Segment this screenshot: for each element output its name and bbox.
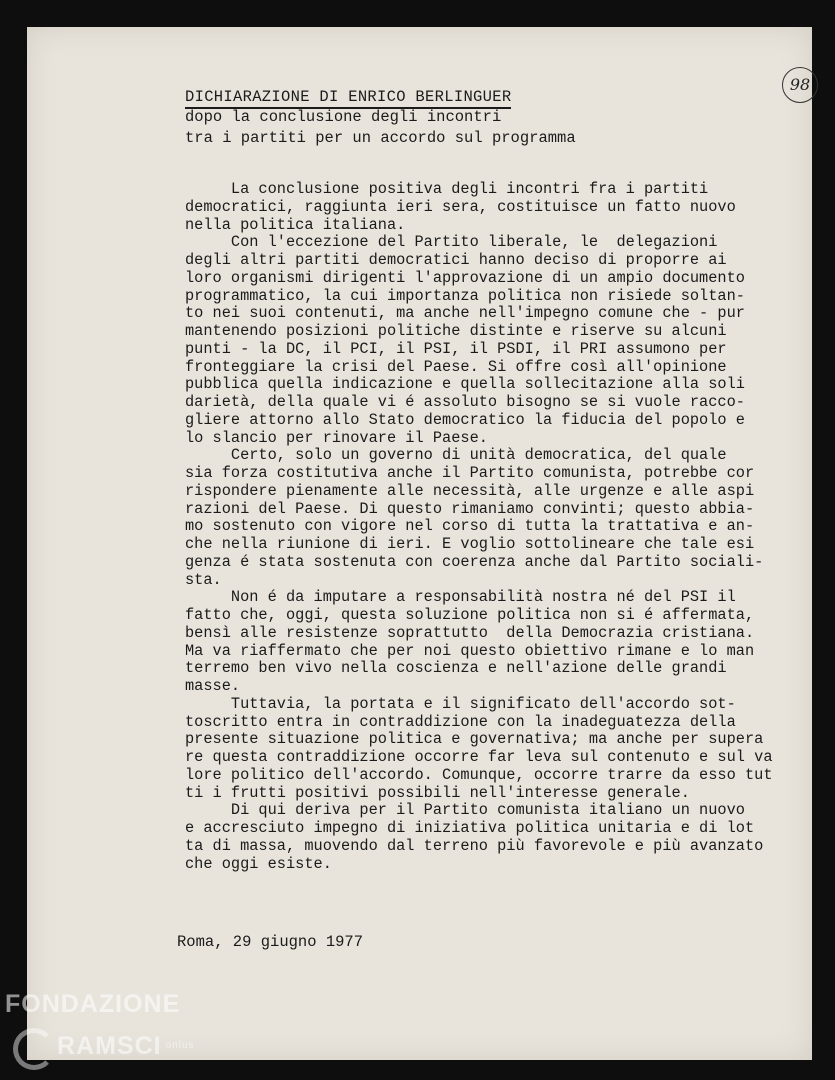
body-line: Con l'eccezione del Partito liberale, le delegazioni [185, 233, 718, 252]
signature-date: Roma, 29 giugno 1977 [177, 933, 364, 951]
body-line: lo slancio per rinovare il Paese. [185, 428, 488, 447]
document-body [185, 181, 773, 873]
body-line: presente situazione politica e governativa; ma anche per supera [185, 730, 764, 749]
body-line: ta di massa, muovendo dal terreno più favorevole e più avanzato [185, 836, 764, 855]
fondazione-gramsci-watermark [5, 990, 195, 1060]
body-line: gliere attorno allo Stato democratico la fiducia del popolo e [185, 410, 745, 429]
body-line: Di qui deriva per il Partito comunista italiano un nuovo [185, 801, 745, 820]
body-line: programmatico, la cui importanza politica non risiede soltan- [185, 286, 745, 305]
body-line: loro organismi dirigenti l'approvazione di un ampio documento [185, 268, 745, 287]
body-line: Certo, solo un governo di unità democratica, del quale [185, 446, 727, 465]
body-line: pubblica quella indicazione e quella sollecitazione alla soli [185, 375, 745, 394]
body-line: re questa contraddizione occorre far leva sul contenuto e sul va [185, 748, 773, 766]
watermark-line1: FONDAZIONE [5, 990, 181, 1018]
document-subtitle [185, 107, 576, 149]
watermark-line2: RAMSCI [57, 1032, 162, 1060]
subtitle-line: dopo la conclusione degli incontri [185, 108, 502, 126]
body-line: mantenendo posizioni politiche distinte e riserve su alcuni [185, 322, 727, 340]
body-line: che nella riunione di ieri. E voglio sottolineare che tale esi [185, 535, 755, 553]
body-line: che oggi esiste. [185, 854, 332, 873]
body-line: punti - la DC, il PCI, il PSI, il PSDI, il PRI assumono per [185, 339, 727, 358]
body-line: bensì alle resistenze soprattutto della Democrazia cristiana. [185, 623, 755, 642]
body-line: nella politica italiana. [185, 215, 406, 234]
body-line: Non é da imputare a responsabilità nostra né del PSI il [185, 588, 736, 607]
body-line: democratici, raggiunta ieri sera, costituisce un fatto nuovo [185, 197, 736, 216]
body-line: lore politico dell'accordo. Comunque, occorre trarre da esso tut [185, 765, 773, 784]
body-line: e accresciuto impegno di iniziativa politica unitaria e di lot [185, 819, 755, 837]
body-line: fatto che, oggi, questa soluzione politica non si é affermata, [185, 606, 755, 624]
body-line: degli altri partiti democratici hanno deciso di proporre ai [185, 251, 727, 269]
body-line: darietà, della quale vi é assoluto bisogno se si vuole racco- [185, 393, 745, 411]
body-line: ti i frutti positivi possibili nell'interesse generale. [185, 783, 690, 802]
body-line: La conclusione positiva degli incontri fra i partiti [185, 180, 709, 198]
body-line: toscritto entra in contraddizione con la inadeguatezza della [185, 712, 736, 731]
body-line: genza é stata sostenuta con coerenza anche dal Partito sociali- [185, 552, 764, 571]
body-line: sta. [185, 570, 222, 589]
body-line: rispondere pienamente alle necessità, alle urgenze e alle aspi [185, 481, 755, 500]
subtitle-line: tra i partiti per un accordo sul programma [185, 129, 576, 147]
body-line: terremo ben vivo nella coscienza e nell'azione delle grandi [185, 659, 727, 678]
body-line: Tuttavia, la portata e il significato dell'accordo sot- [185, 694, 736, 713]
page-number-circle: 98 [782, 67, 818, 103]
body-line: masse. [185, 677, 241, 695]
watermark-suffix: onlus [165, 1040, 195, 1051]
gramsci-g-logo-icon [13, 1028, 55, 1070]
body-line: razioni del Paese. Di questo rimaniamo convinti; questo abbia- [185, 499, 755, 518]
body-line: to nei suoi contenuti, ma anche nell'impegno comune che - pur [185, 304, 745, 323]
body-line: sia forza costitutiva anche il Partito comunista, potrebbe cor [185, 464, 755, 482]
document-title: DICHIARAZIONE DI ENRICO BERLINGUER [185, 88, 511, 109]
body-line: Ma va riaffermato che per noi questo obiettivo rimane e lo man [185, 641, 755, 660]
body-line: fronteggiare la crisi del Paese. Si offre così all'opinione [185, 357, 727, 376]
body-line: mo sostenuto con vigore nel corso di tutta la trattativa e an- [185, 517, 755, 536]
